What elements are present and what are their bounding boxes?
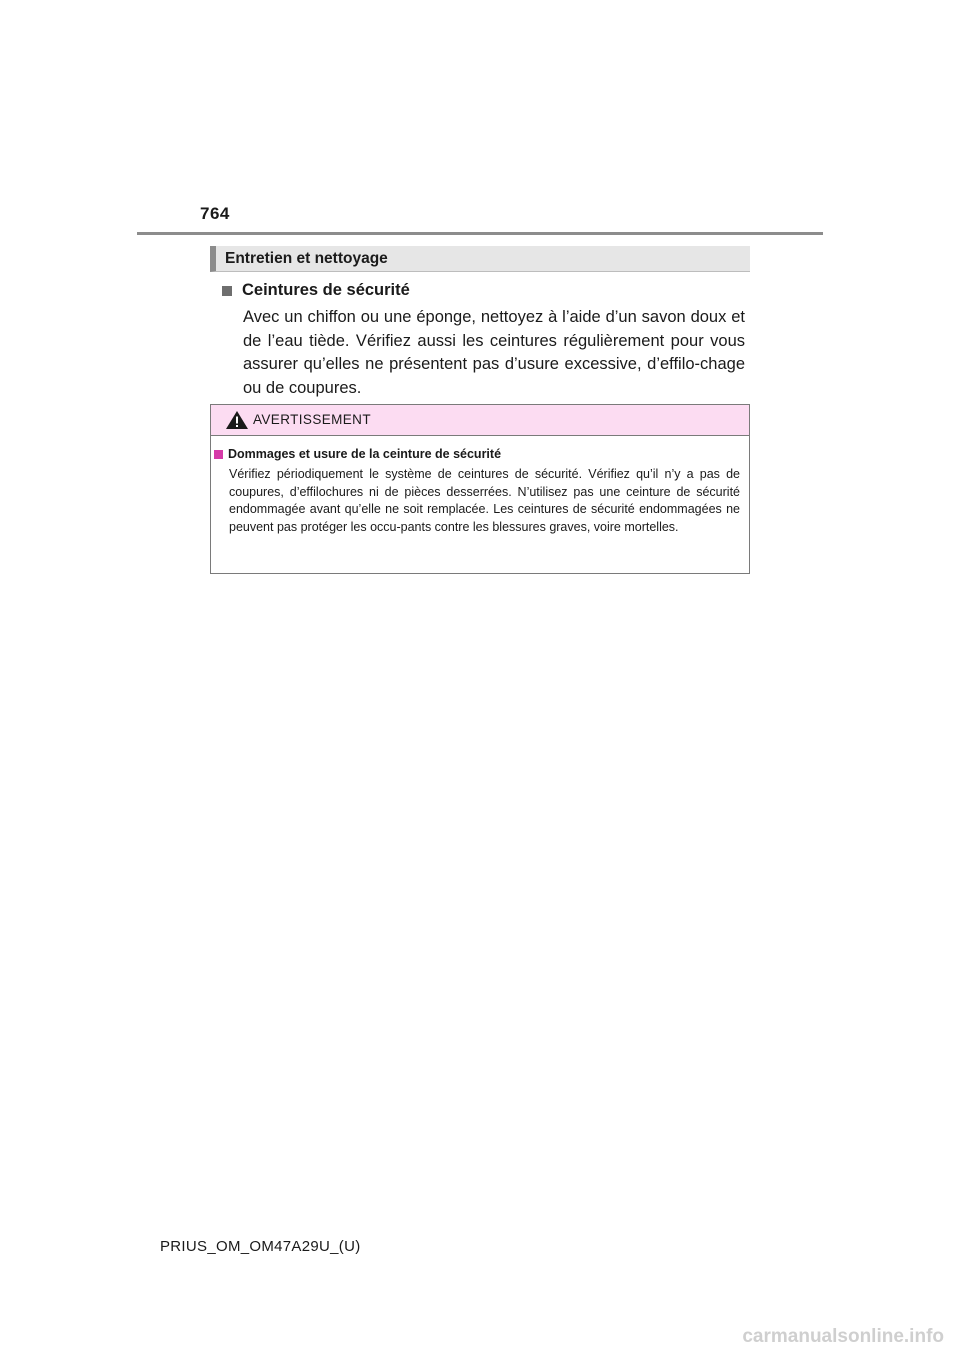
footer-document-code: PRIUS_OM_OM47A29U_(U) [160,1238,361,1255]
square-bullet-icon [222,286,232,296]
section-title-bar [210,246,750,272]
warning-subheading-text: Dommages et usure de la ceinture de sécurité [228,447,502,461]
watermark: carmanualsonline.info [742,1326,944,1347]
pink-square-bullet-icon [214,450,223,459]
warning-triangle-icon [225,410,249,430]
item-body: Avec un chiffon ou une éponge, nettoyez à l’aide d’un savon doux et de l’eau tiède. Vérifiez aussi les ceintures régulièrement pour vous assurer qu’elles ne présentent pas d’usure excessive, d’effilo-chage ou de coupures. [243,308,745,397]
warning-label: AVERTISSEMENT [253,412,371,427]
header-rule [137,232,823,235]
section-title: Entretien et nettoyage [225,250,388,267]
page-number: 764 [200,204,230,223]
warning-header [211,405,749,436]
item-heading-text: Ceintures de sécurité [242,281,410,299]
item-heading [222,281,410,300]
warning-body: Vérifiez périodiquement le système de ceintures de sécurité. Vérifiez qu’il n’y a pas de coupures, d’effilochures ni de pièces desserrées. N’utilisez pas une ceinture de sécurité endommagée avant qu’elle ne soit remplacée. Les ceintures de sécurité endommagées ne peuvent pas protéger les occu-pants contre les blessures graves, voire mortelles. [229,467,740,534]
warning-subheading [214,447,501,461]
warning-box [210,404,750,574]
